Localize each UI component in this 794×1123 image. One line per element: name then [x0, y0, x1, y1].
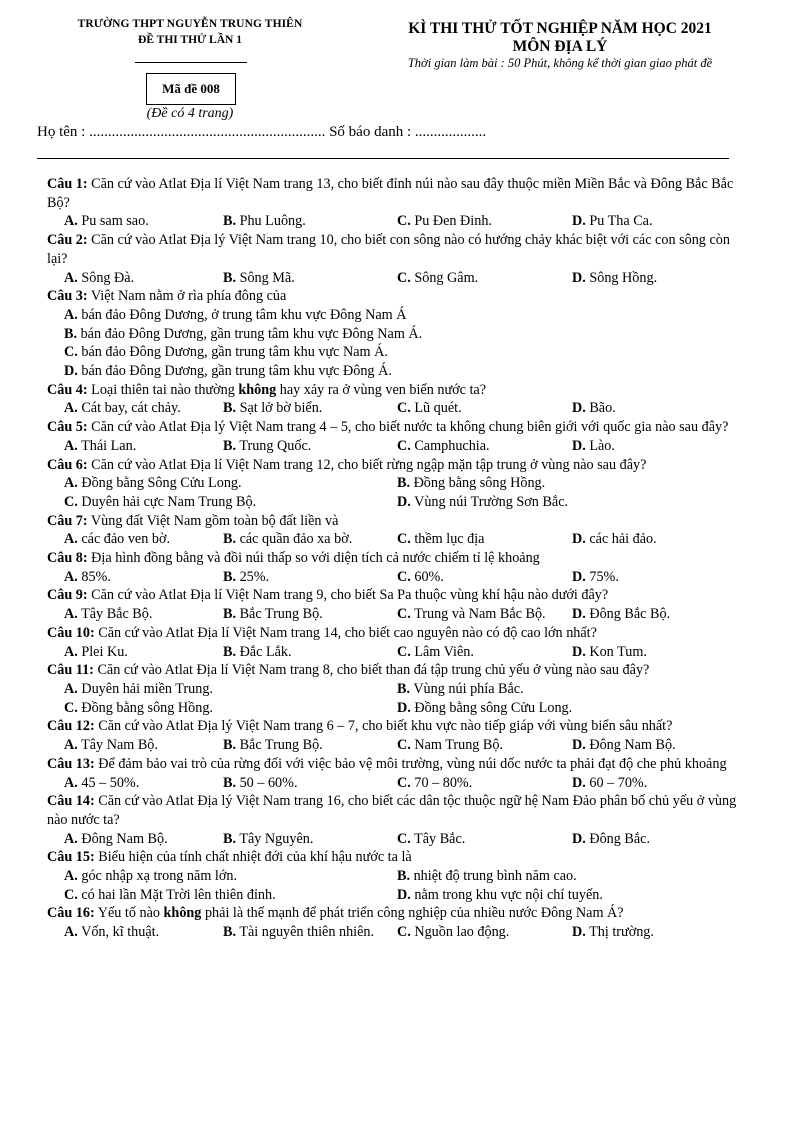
option-text: Tây Bắc Bộ.	[81, 606, 153, 623]
option-text: Sông Hồng.	[589, 269, 658, 286]
answer-option	[64, 886, 397, 905]
answer-option	[572, 643, 747, 662]
answer-option	[223, 437, 397, 456]
answer-option	[64, 362, 747, 381]
option-text: 50 – 60%.	[239, 774, 298, 791]
answer-option	[397, 474, 747, 493]
options-group	[47, 568, 747, 587]
option-letter: B.	[223, 830, 237, 847]
answer-option	[397, 568, 572, 587]
question-text: Căn cứ vào Atlat Địa lí Việt Nam trang 13, cho biết đỉnh núi nào sau đây thuộc miền Miền Bắc và Đông Bắc Bắc Bộ?	[47, 176, 734, 211]
option-letter: D.	[397, 886, 411, 903]
option-text: Sông Đà.	[81, 269, 135, 286]
answer-option	[397, 605, 572, 624]
options-group	[47, 867, 747, 904]
option-letter: D.	[572, 437, 586, 454]
options-group	[47, 474, 747, 511]
options-group	[47, 530, 747, 549]
question-keyword: không	[163, 905, 202, 922]
option-text: Pu Tha Ca.	[589, 213, 653, 230]
option-text: Đồng bằng sông Hồng.	[81, 699, 213, 716]
question-stem	[47, 175, 747, 212]
option-text: Kon Tum.	[589, 643, 647, 660]
option-letter: A.	[64, 924, 78, 941]
answer-option	[64, 774, 223, 793]
exam-code-box: Mã đề 008	[146, 73, 236, 105]
question-stem	[47, 418, 747, 437]
answer-option	[64, 923, 223, 942]
option-letter: C.	[397, 774, 411, 791]
option-text: các quần đảo xa bờ.	[239, 531, 353, 548]
question-stem	[47, 512, 747, 531]
question-text: Căn cứ vào Atlat Địa lí Việt Nam trang 8, cho biết than đá tập trung chủ yếu ở vùng nào sau đây?	[97, 662, 650, 679]
answer-option	[64, 867, 397, 886]
answer-option	[397, 886, 747, 905]
question-text: Căn cứ vào Atlat Địa lý Việt Nam trang 4 – 5, cho biết nước ta không chung biên giới với quốc gia nào sau đây?	[91, 419, 729, 436]
header-divider	[135, 62, 247, 63]
answer-option	[397, 437, 572, 456]
option-text: 60 – 70%.	[589, 774, 648, 791]
option-letter: A.	[64, 774, 78, 791]
option-text: Tây Bắc.	[414, 830, 466, 847]
question-text: phải là thế mạnh để phát triển công nghiệp của nhiều nước Đông Nam Á?	[201, 905, 624, 922]
option-letter: B.	[223, 531, 237, 548]
option-text: Pu sam sao.	[81, 213, 149, 230]
option-text: Tài nguyên thiên nhiên.	[239, 924, 375, 941]
question-number: Câu 5:	[47, 419, 88, 436]
answer-option	[397, 530, 572, 549]
question-stem	[47, 456, 747, 475]
question-text: Căn cứ vào Atlat Địa lý Việt Nam trang 6 – 7, cho biết khu vực nào tiếp giáp với vùng biển sâu nhất?	[98, 718, 673, 735]
question-stem	[47, 848, 747, 867]
option-letter: C.	[397, 924, 411, 941]
exam-round: ĐỀ THI THỬ LẦN 1	[138, 34, 242, 46]
answer-option	[397, 680, 747, 699]
option-letter: C.	[64, 344, 78, 361]
options-group	[47, 399, 747, 418]
answer-option	[397, 736, 572, 755]
options-group	[47, 680, 747, 717]
question-number: Câu 9:	[47, 587, 88, 604]
options-group	[47, 269, 747, 288]
option-text: Thị trường.	[589, 924, 654, 941]
option-text: Pu Đen Đinh.	[414, 213, 492, 230]
question-keyword: không	[238, 381, 277, 398]
option-letter: D.	[572, 774, 586, 791]
option-letter: C.	[397, 269, 411, 286]
option-text: các hải đảo.	[589, 531, 657, 548]
option-text: Tây Nam Bộ.	[81, 737, 158, 754]
option-letter: A.	[64, 475, 78, 492]
option-letter: C.	[64, 886, 78, 903]
option-letter: B.	[223, 606, 237, 623]
answer-option	[572, 774, 747, 793]
answer-option	[64, 605, 223, 624]
answer-option	[223, 774, 397, 793]
option-text: Đồng bằng Sông Cửu Long.	[81, 475, 242, 492]
answer-option	[64, 437, 223, 456]
option-text: Vùng núi phía Bắc.	[413, 680, 524, 697]
answer-option	[64, 399, 223, 418]
answer-option	[64, 680, 397, 699]
answer-option	[397, 699, 747, 718]
option-text: Đồng bằng sông Hồng.	[413, 475, 546, 492]
answer-option	[397, 867, 747, 886]
option-letter: B.	[223, 269, 237, 286]
question-number: Câu 3:	[47, 288, 88, 305]
answer-option	[397, 830, 572, 849]
option-letter: B.	[397, 868, 411, 885]
answer-option	[572, 736, 747, 755]
question-text: Vùng đất Việt Nam gồm toàn bộ đất liền và	[90, 512, 339, 529]
question-stem	[47, 755, 747, 774]
option-letter: C.	[64, 699, 78, 716]
question-text: Căn cứ vào Atlat Địa lý Việt Nam trang 16, cho biết các dân tộc thuộc ngữ hệ Nam Đảo phân bố chủ yếu ở vùng nào nước ta?	[47, 793, 737, 828]
option-text: Bão.	[589, 400, 616, 417]
answer-option	[572, 437, 747, 456]
answer-option	[64, 830, 223, 849]
question-number: Câu 15:	[47, 849, 95, 866]
answer-option	[64, 568, 223, 587]
option-letter: D.	[572, 213, 586, 230]
option-text: thềm lục địa	[414, 531, 485, 548]
option-letter: B.	[223, 400, 237, 417]
option-text: Lũ quét.	[414, 400, 462, 417]
question-text: Địa hình đồng bằng và đồi núi thấp so với diện tích cả nước chiếm tỉ lệ khoảng	[91, 550, 540, 567]
option-letter: A.	[64, 868, 78, 885]
question-number: Câu 7:	[47, 512, 88, 529]
options-group	[47, 643, 747, 662]
question-list	[47, 175, 747, 942]
option-text: Cát bay, cát chảy.	[81, 400, 181, 417]
question-text: Yếu tố nào	[97, 905, 164, 922]
answer-option	[64, 212, 223, 231]
answer-option	[397, 923, 572, 942]
option-letter: A.	[64, 680, 78, 697]
subject-title: MÔN ĐỊA LÝ	[512, 38, 608, 55]
answer-option	[397, 269, 572, 288]
option-letter: D.	[572, 643, 586, 660]
option-text: Plei Ku.	[81, 643, 128, 660]
answer-option	[572, 568, 747, 587]
options-group	[47, 923, 747, 942]
option-letter: D.	[572, 737, 586, 754]
answer-option	[572, 212, 747, 231]
option-letter: A.	[64, 400, 78, 417]
option-letter: A.	[64, 213, 78, 230]
options-group	[47, 212, 747, 231]
question-text: Để đảm bảo vai trò của rừng đối với việc bảo vệ môi trường, vùng núi dốc nước ta phải đạt độ che phủ khoảng	[98, 755, 727, 772]
answer-option	[572, 605, 747, 624]
answer-option	[64, 343, 747, 362]
option-text: Camphuchia.	[414, 437, 490, 454]
options-group	[47, 605, 747, 624]
option-text: bán đảo Đông Dương, gần trung tâm khu vực Nam Á.	[81, 344, 388, 361]
answer-option	[64, 699, 397, 718]
option-text: Bắc Trung Bộ.	[239, 737, 323, 754]
option-text: Đồng bằng sông Cửu Long.	[414, 699, 573, 716]
option-text: Duyên hải miền Trung.	[81, 680, 213, 697]
option-letter: B.	[397, 680, 411, 697]
question-number: Câu 13:	[47, 755, 95, 772]
answer-option	[223, 830, 397, 849]
option-text: nhiệt độ trung bình năm cao.	[413, 868, 577, 885]
question-text: Việt Nam nằm ở rìa phía đông của	[90, 288, 287, 305]
option-text: Lâm Viên.	[414, 643, 474, 660]
answer-option	[397, 774, 572, 793]
option-text: 85%.	[81, 568, 111, 585]
answer-option	[223, 212, 397, 231]
option-text: bán đảo Đông Dương, gần trung tâm khu vực Đông Nam Á.	[80, 325, 423, 342]
option-text: Vùng núi Trường Sơn Bắc.	[414, 493, 569, 510]
option-letter: A.	[64, 306, 78, 323]
question-stem	[47, 792, 747, 829]
option-letter: B.	[223, 643, 237, 660]
option-text: Tây Nguyên.	[239, 830, 314, 847]
option-text: Đông Bắc.	[589, 830, 651, 847]
option-text: Sông Gâm.	[414, 269, 479, 286]
option-letter: B.	[223, 568, 237, 585]
option-letter: D.	[572, 568, 586, 585]
question-number: Câu 10:	[47, 624, 95, 641]
question-text: Biểu hiện của tính chất nhiệt đới của khí hậu nước ta là	[98, 849, 412, 866]
question-number: Câu 12:	[47, 718, 95, 735]
question-number: Câu 14:	[47, 793, 95, 810]
option-text: Phu Luông.	[239, 213, 306, 230]
option-letter: A.	[64, 568, 78, 585]
option-letter: C.	[397, 400, 411, 417]
answer-option	[572, 830, 747, 849]
question-text: Căn cứ vào Atlat Địa lí Việt Nam trang 9, cho biết Sa Pa thuộc vùng khí hậu nào dưới đây?	[91, 587, 609, 604]
question-stem	[47, 381, 747, 400]
question-stem	[47, 231, 747, 268]
question-number: Câu 6:	[47, 456, 88, 473]
answer-option	[64, 736, 223, 755]
option-text: bán đảo Đông Dương, gần trung tâm khu vực Đông Á.	[81, 363, 392, 380]
option-letter: C.	[397, 531, 411, 548]
option-letter: B.	[223, 924, 237, 941]
option-letter: A.	[64, 606, 78, 623]
answer-option	[223, 923, 397, 942]
option-text: Trung Quốc.	[239, 437, 312, 454]
option-letter: C.	[64, 493, 78, 510]
option-text: 75%.	[589, 568, 619, 585]
options-group	[47, 774, 747, 793]
option-letter: D.	[397, 493, 411, 510]
question-stem	[47, 549, 747, 568]
option-text: Sông Mã.	[239, 269, 295, 286]
question-number: Câu 1:	[47, 176, 88, 192]
options-group	[47, 306, 747, 381]
option-letter: C.	[397, 568, 411, 585]
answer-option	[397, 493, 747, 512]
question-stem	[47, 586, 747, 605]
option-text: Vốn, kĩ thuật.	[81, 924, 160, 941]
option-letter: A.	[64, 737, 78, 754]
option-text: 45 – 50%.	[81, 774, 140, 791]
option-text: Đắc Lắk.	[239, 643, 292, 660]
option-letter: B.	[64, 325, 78, 342]
option-letter: B.	[397, 475, 411, 492]
exam-header	[0, 18, 794, 138]
option-letter: A.	[64, 531, 78, 548]
option-letter: B.	[223, 437, 237, 454]
answer-option	[223, 530, 397, 549]
question-text: Căn cứ vào Atlat Địa lí Việt Nam trang 14, cho biết cao nguyên nào có độ cao lớn nhất?	[98, 624, 597, 641]
option-letter: B.	[223, 737, 237, 754]
option-letter: C.	[397, 737, 411, 754]
option-letter: D.	[397, 699, 411, 716]
option-text: 25%.	[239, 568, 270, 585]
answer-option	[64, 306, 747, 325]
answer-option	[223, 643, 397, 662]
option-letter: A.	[64, 437, 78, 454]
question-number: Câu 4:	[47, 381, 88, 398]
option-text: Duyên hải cực Nam Trung Bộ.	[81, 493, 257, 510]
option-letter: D.	[64, 363, 78, 380]
option-letter: D.	[572, 830, 586, 847]
answer-option	[223, 736, 397, 755]
answer-option	[64, 643, 223, 662]
question-text: Căn cứ vào Atlat Địa lý Việt Nam trang 10, cho biết con sông nào có hướng chảy khác biệt với các con sông còn lại?	[47, 232, 730, 267]
answer-option	[572, 923, 747, 942]
option-text: 70 – 80%.	[414, 774, 473, 791]
time-note: Thời gian làm bài : 50 Phút, không kể thời gian giao phát đề	[407, 56, 713, 70]
question-number: Câu 16:	[47, 905, 95, 922]
option-text: góc nhập xạ trong năm lớn.	[81, 868, 237, 885]
answer-option	[64, 325, 747, 344]
option-text: Nguồn lao động.	[414, 924, 510, 941]
question-stem	[47, 717, 747, 736]
answer-option	[572, 530, 747, 549]
candidate-info-line: Họ tên : ............................................................... Số báo danh : ...................	[37, 124, 487, 140]
answer-option	[397, 399, 572, 418]
option-letter: D.	[572, 400, 586, 417]
option-text: Sạt lở bờ biển.	[239, 400, 323, 417]
option-text: Bắc Trung Bộ.	[239, 606, 323, 623]
school-name: TRƯỜNG THPT NGUYỄN TRUNG THIÊN	[77, 18, 303, 30]
option-text: 60%.	[414, 568, 444, 585]
option-letter: D.	[572, 531, 586, 548]
options-group	[47, 437, 747, 456]
option-letter: C.	[397, 437, 411, 454]
question-stem	[47, 904, 747, 923]
answer-option	[64, 474, 397, 493]
question-number: Câu 8:	[47, 550, 88, 567]
page-divider	[37, 158, 729, 159]
pages-note: (Đề có 4 trang)	[146, 106, 234, 121]
option-letter: D.	[572, 269, 586, 286]
question-number: Câu 2:	[47, 232, 88, 249]
question-text: hay xảy ra ở vùng ven biển nước ta?	[276, 381, 487, 398]
option-text: Đông Nam Bộ.	[81, 830, 168, 847]
answer-option	[223, 605, 397, 624]
options-group	[47, 736, 747, 755]
option-letter: B.	[223, 774, 237, 791]
option-letter: C.	[397, 606, 411, 623]
answer-option	[64, 493, 397, 512]
question-stem	[47, 287, 747, 306]
options-group	[47, 830, 747, 849]
question-text: Loại thiên tai nào thường	[91, 381, 239, 398]
option-letter: A.	[64, 269, 78, 286]
option-text: Đông Bắc Bộ.	[589, 606, 671, 623]
option-letter: B.	[223, 213, 237, 230]
answer-option	[64, 269, 223, 288]
answer-option	[223, 269, 397, 288]
answer-option	[572, 269, 747, 288]
option-letter: C.	[397, 830, 411, 847]
question-stem	[47, 624, 747, 643]
answer-option	[397, 643, 572, 662]
option-letter: A.	[64, 643, 78, 660]
option-letter: D.	[572, 924, 586, 941]
option-text: Trung và Nam Bắc Bộ.	[414, 606, 546, 623]
answer-option	[223, 568, 397, 587]
option-text: bán đảo Đông Dương, ở trung tâm khu vực Đông Nam Á	[81, 306, 407, 323]
answer-option	[397, 212, 572, 231]
option-text: các đảo ven bờ.	[81, 531, 170, 548]
option-letter: D.	[572, 606, 586, 623]
option-letter: C.	[397, 213, 411, 230]
answer-option	[223, 399, 397, 418]
question-stem	[47, 661, 747, 680]
option-text: nằm trong khu vực nội chí tuyến.	[414, 886, 603, 903]
option-text: Lào.	[589, 437, 615, 454]
option-text: Nam Trung Bộ.	[414, 737, 504, 754]
option-text: Thái Lan.	[81, 437, 137, 454]
option-text: Đông Nam Bộ.	[589, 737, 676, 754]
option-text: có hai lần Mặt Trời lên thiên đỉnh.	[81, 886, 276, 903]
answer-option	[572, 399, 747, 418]
question-text: Căn cứ vào Atlat Địa lí Việt Nam trang 12, cho biết rừng ngập mặn tập trung ở vùng nào sau đây?	[91, 456, 647, 473]
answer-option	[64, 530, 223, 549]
option-letter: A.	[64, 830, 78, 847]
question-number: Câu 11:	[47, 662, 94, 679]
option-letter: C.	[397, 643, 411, 660]
exam-title: KÌ THI THỬ TỐT NGHIỆP NĂM HỌC 2021	[408, 20, 712, 37]
